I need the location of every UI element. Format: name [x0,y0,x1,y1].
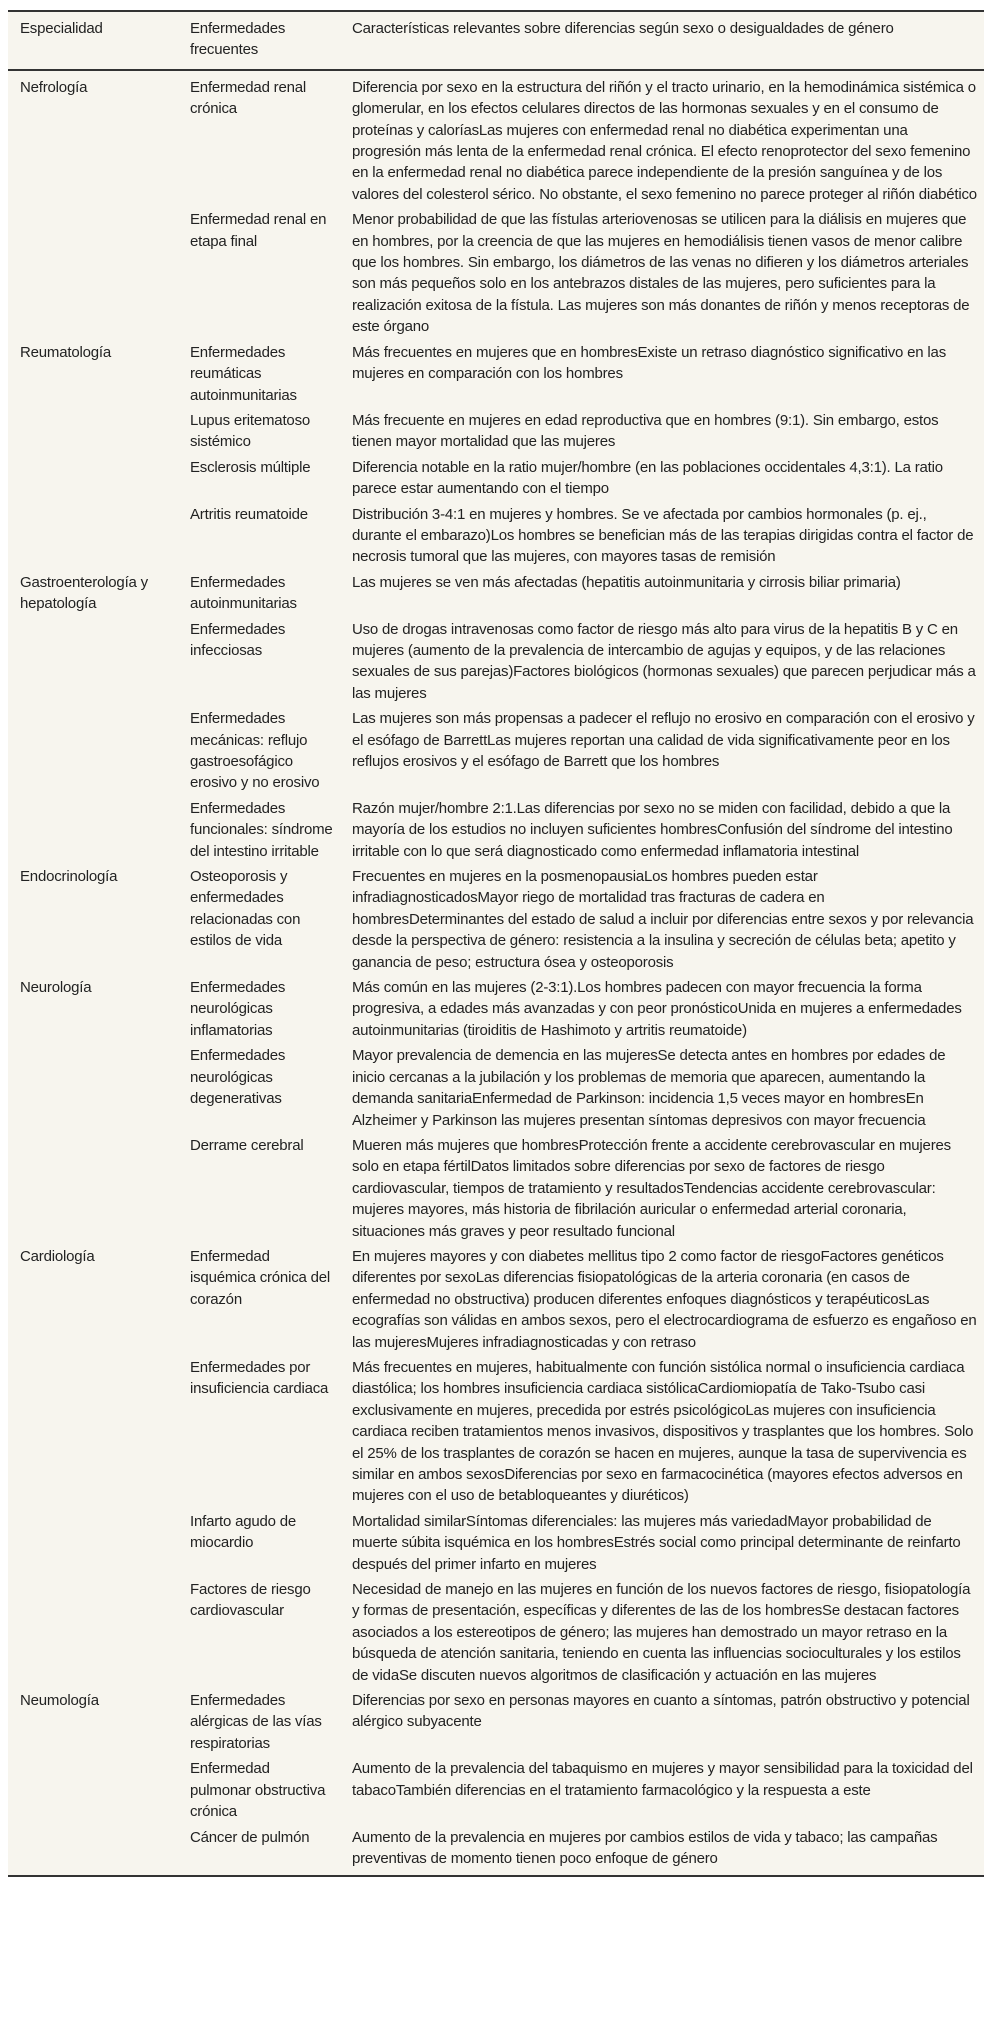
disease-cell: Esclerosis múltiple [190,458,311,476]
specialty-cell [8,1509,178,1577]
specialty-cell [8,617,178,707]
specialty-cell: Reumatología [20,343,111,361]
specialty-cell: Nefrología [20,78,88,96]
table-row [8,70,984,207]
table-row [8,1355,984,1509]
specialty-cell [8,706,178,796]
characteristics-cell: Las mujeres son más propensas a padecer el reflujo no erosivo en comparación con el erosivo y el esófago de BarrettLas mujeres reportan una calidad de vida significativamente peor en los reflujos erosivos y el esófago de Barrett que los hombres [352,710,975,770]
characteristics-cell: Diferencia por sexo en la estructura del riñón y el tracto urinario, en la hemodinámica sistémica o glomerular, en los efectos celulares directos de las hormonas sexuales y en el consumo de proteínas y caloríasLas mujeres con enfermedad renal no diabética experimentan una progresión más lenta de la enfermedad renal crónica. El efecto renoprotector del sexo femenino en la enfermedad renal no diabética parece independiente de la presión sanguínea y de los valores del colesterol sérico. No obstante, el sexo femenino no parece proteger al riñón diabético [352,78,977,203]
table-row [8,706,984,796]
characteristics-cell: Menor probabilidad de que las fístulas arteriovenosas se utilicen para la diálisis en mujeres que en hombres, por la creencia de que las mujeres en hemodiálisis tienen vasos de menor calibre que los hombres. Sin embargo, los diámetros de las venas no difieren y los diámetros arteriales son más pequeños solo en los antebrazos distales de las mujeres, pero suficientes para la realización exitosa de la fístula. Las mujeres son más donantes de riñón y menos receptoras de este órgano [352,211,970,336]
table-row [8,207,984,339]
table-row [8,570,984,617]
characteristics-cell: Mortalidad similarSíntomas diferenciales: las mujeres más variedadMayor probabilidad de muerte súbita isquémica en los hombresEstrés social como principal determinante de reinfarto después del primer infarto en mujeres [352,1512,961,1573]
disease-cell: Infarto agudo de miocardio [190,1512,297,1552]
specialty-cell [8,1756,178,1824]
specialty-cell [8,455,178,502]
disease-cell: Derrame cerebral [190,1136,304,1154]
specialty-cell [8,1043,178,1133]
disease-cell: Enfermedades mecánicas: reflujo gastroesofágico erosivo y no erosivo [190,710,320,792]
characteristics-cell: Uso de drogas intravenosas como factor de riesgo más alto para virus de la hepatitis B y C en mujeres (aumento de la prevalencia de intercambio de agujas y equipos, y de las relaciones sexuales de sus parejas)Factores biológicos (hormonas sexuales) que parecen perjudicar más a las mujeres [352,620,976,702]
disease-cell: Enfermedades infecciosas [190,620,286,659]
disease-cell: Enfermedad isquémica crónica del corazón [190,1247,331,1308]
table-row [8,1133,984,1244]
table-row [8,1043,984,1133]
table-row [8,617,984,707]
disease-cell: Enfermedad pulmonar obstructiva crónica [190,1760,326,1821]
characteristics-cell: Diferencia notable en la ratio mujer/hombre (en las poblaciones occidentales 4,3:1). La ratio parece estar aumentando con el tiempo [352,458,943,498]
disease-cell: Enfermedades funcionales: síndrome del intestino irritable [190,799,333,860]
characteristics-cell: En mujeres mayores y con diabetes mellitus tipo 2 como factor de riesgoFactores genéticos diferentes por sexoLas diferencias fisiopatológicas de la arteria coronaria (en casos de enfermedad no obstructiva) producen diferentes enfoques diagnósticos y terapéuticosLas ecografías son válidas en ambos sexos, pero el electrocardiograma de esfuerzo es engañoso en las mujeresMujeres infradiagnosticadas y con retraso [352,1247,977,1351]
characteristics-cell: Razón mujer/hombre 2:1.Las diferencias por sexo no se miden con facilidad, debido a que la mayoría de los estudios no incluyen suficientes hombresConfusión del síndrome del intestino irritable con lo que será diagnosticado como enfermedad inflamatoria intestinal [352,799,953,860]
specialty-cell: Endocrinología [20,868,118,886]
table-row [8,864,984,975]
table-row [8,1577,984,1688]
table-row [8,502,984,570]
disease-cell: Lupus eritematoso sistémico [190,411,311,451]
table-header-row [8,12,984,70]
disease-cell: Enfermedades neurológicas degenerativas [190,1047,286,1108]
disease-cell: Osteoporosis y enfermedades relacionadas con estilos de vida [190,868,301,950]
characteristics-cell: Las mujeres se ven más afectadas (hepatitis autoinmunitaria y cirrosis biliar primaria) [352,573,901,591]
disease-cell: Enfermedad renal crónica [190,78,307,118]
table-row [8,1756,984,1824]
characteristics-cell: Más frecuentes en mujeres, habitualmente con función sistólica normal o insuficiencia cardiaca diastólica; los hombres insuficiencia cardiaca sistólicaCardiomiopatía de Tako-Tsubo casi exclusivamente en mujeres, precedida por estrés psicológicoLas mujeres con insuficiencia cardiaca reciben tratamientos menos invasivos, dispositivos y trasplantes que los hombres. Solo el 25% de los trasplantes de corazón se hacen en mujeres, aunque la tasa de supervivencia es similar en ambos sexosDiferencias por sexo en farmacocinética (mayores efectos adversos en mujeres con el uso de betabloqueantes y diuréticos) [352,1358,974,1505]
specialty-cell [8,1577,178,1688]
characteristics-cell: Frecuentes en mujeres en la posmenopausiaLos hombres pueden estar infradiagnosticadosMayor riego de mortalidad tras fracturas de cadera en hombresDeterminantes del estado de salud a incluir por diferencias entre sexos y por relevancia desde la perspectiva de género: resistencia a la insulina y secreción de células beta; apetito y ganancia de peso; estructura ósea y osteoporosis [352,868,974,971]
specialty-cell [8,207,178,339]
characteristics-cell: Más frecuente en mujeres en edad reproductiva que en hombres (9:1). Sin embargo, estos tienen mayor mortalidad que las mujeres [352,411,939,451]
gender-differences-table-container [8,10,984,1877]
disease-cell: Enfermedades alérgicas de las vías respiratorias [190,1692,322,1752]
specialty-cell: Neurología [20,979,92,997]
disease-cell: Enfermedad renal en etapa final [190,211,327,250]
table-row [8,340,984,408]
characteristics-cell: Más frecuentes en mujeres que en hombresExiste un retraso diagnóstico significativo en las mujeres en comparación con los hombres [352,343,946,383]
table-row [8,1688,984,1756]
disease-cell: Enfermedades neurológicas inflamatorias [190,979,286,1039]
disease-cell: Enfermedades reumáticas autoinmunitarias [190,343,297,404]
specialty-cell [8,1825,178,1876]
disease-cell: Enfermedades autoinmunitarias [190,573,297,613]
table-row [8,408,984,455]
table-row [8,796,984,864]
table-row [8,975,984,1043]
specialty-cell [8,1133,178,1244]
specialty-cell [8,502,178,570]
table-row [8,1509,984,1577]
specialty-cell: Cardiología [20,1247,95,1265]
table-row [8,1244,984,1355]
specialty-cell [8,796,178,864]
disease-cell: Artritis reumatoide [190,505,308,523]
disease-cell: Enfermedades por insuficiencia cardiaca [190,1358,329,1398]
characteristics-cell: Aumento de la prevalencia en mujeres por cambios estilos de vida y tabaco; las campañas preventivas de momento tienen poco enfoque de género [352,1828,938,1867]
header-characteristics: Características relevantes sobre diferencias según sexo o desigualdades de género [340,12,984,70]
characteristics-cell: Aumento de la prevalencia del tabaquismo en mujeres y mayor sensibilidad para la toxicidad del tabacoTambién diferencias en el tratamiento farmacológico y la respuesta a este [352,1760,973,1799]
table-row [8,1825,984,1876]
gender-differences-table [8,12,984,1875]
characteristics-cell: Mayor prevalencia de demencia en las mujeresSe detecta antes en hombres por edades de inicio cercanas a la jubilación y los problemas de memoria que aparecen, aumentando la demanda sanitariaEnfermedad de Parkinson: incidencia 1,5 veces mayor en hombresEn Alzheimer y Parkinson las mujeres presentan síntomas depresivos con mayor frecuencia [352,1047,946,1129]
specialty-cell [8,408,178,455]
specialty-cell: Gastroenterología y hepatología [20,573,148,613]
characteristics-cell: Necesidad de manejo en las mujeres en función de los nuevos factores de riesgo, fisiopatología y formas de presentación, específicas y diferentes de las de los hombresSe destacan factores asociados a los estereotipos de género; las mujeres han demostrado un mayor retraso en la búsqueda de atención sanitaria, teniendo en cuenta las influencias socioculturales y los estilos de vidaSe discuten nuevos algoritmos de clasificación y actuación en las mujeres [352,1581,971,1684]
characteristics-cell: Mueren más mujeres que hombresProtección frente a accidente cerebrovascular en mujeres solo en etapa fértilDatos limitados sobre diferencias por sexo de factores de riesgo cardiovascular, tiempos de tratamiento y resultadosTendencias accidente cerebrovascular: mujeres mayores, más historia de fibrilación auricular o enfermedad arterial coronaria, situaciones más graves y peor resultado funcional [352,1136,951,1240]
table-row [8,455,984,502]
disease-cell: Cáncer de pulmón [190,1828,310,1846]
specialty-cell: Neumología [20,1692,99,1710]
header-specialty: Especialidad [8,12,178,70]
characteristics-cell: Distribución 3-4:1 en mujeres y hombres. Se ve afectada por cambios hormonales (p. ej., durante el embarazo)Los hombres se benefician más de las terapias dirigidas contra el factor de necrosis tumoral que las mujeres, con mayores tasas de remisión [352,505,974,566]
characteristics-cell: Diferencias por sexo en personas mayores en cuanto a síntomas, patrón obstructivo y potencial alérgico subyacente [352,1692,970,1731]
characteristics-cell: Más común en las mujeres (2-3:1).Los hombres padecen con mayor frecuencia la forma progresiva, a edades más avanzadas y con peor pronósticoUnida en mujeres a enfermedades autoinmunitarias (tiroiditis de Hashimoto y artritis reumatoide) [352,979,962,1039]
disease-cell: Factores de riesgo cardiovascular [190,1581,311,1620]
specialty-cell [8,1355,178,1509]
header-diseases: Enfermedades frecuentes [178,12,340,70]
